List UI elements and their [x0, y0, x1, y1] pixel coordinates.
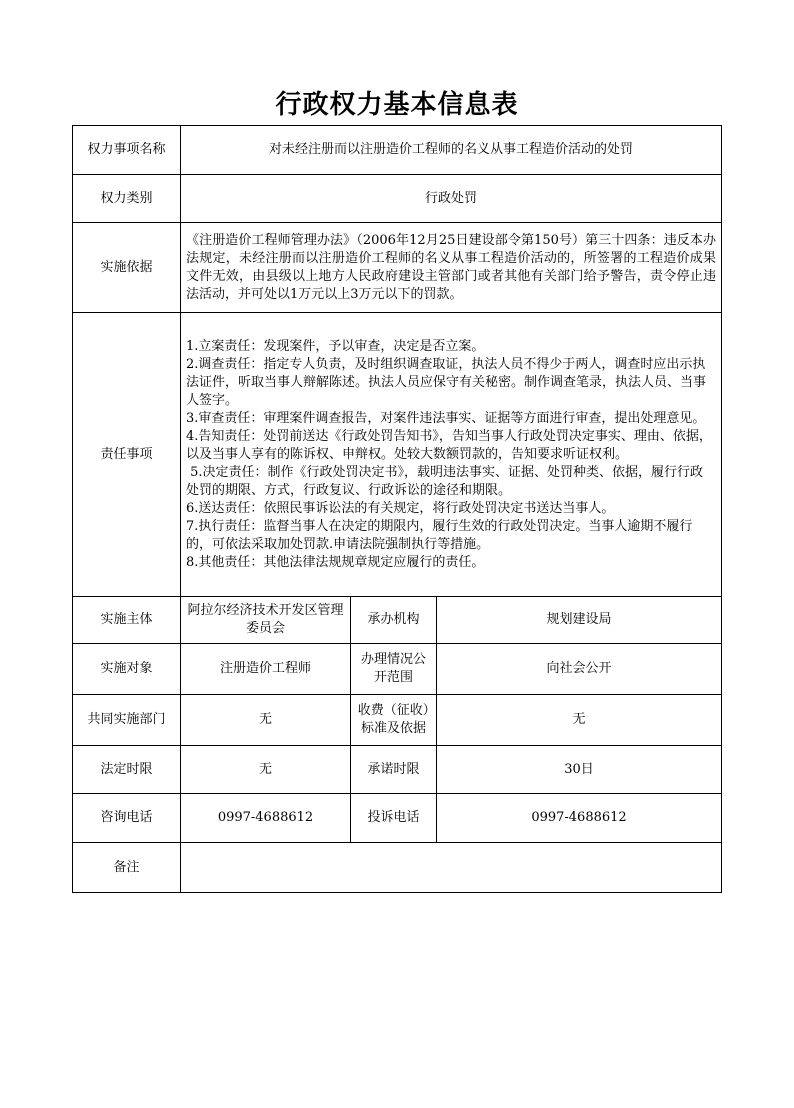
- power-name-label: 权力事项名称: [73, 126, 181, 175]
- info-table: [72, 125, 722, 893]
- basis-value: 《注册造价工程师管理办法》（2006年12月25日建设部令第150号）第三十四条：违反本办法规定，未经注册而以注册造价工程师的名义从事工程造价活动的，所签署的工程造价成果文件无效，由县级以上地方人民政府建设主管部门或者其他有关部门给予警告，责令停止违法活动，并可处以1万元以上3万元以下的罚款。: [181, 223, 722, 313]
- joint-value: 无: [181, 695, 351, 746]
- target-value: 注册造价工程师: [181, 644, 351, 695]
- complaint-phone-value: 0997-4688612: [437, 794, 722, 843]
- legal-time-label: 法定时限: [73, 746, 181, 794]
- fee-label: 收费（征收）标准及依据: [351, 695, 437, 746]
- remark-label: 备注: [73, 843, 181, 893]
- row-phone: [73, 794, 722, 843]
- consult-phone-label: 咨询电话: [73, 794, 181, 843]
- power-type-value: 行政处罚: [181, 175, 722, 223]
- fee-value: 无: [437, 695, 722, 746]
- power-type-label: 权力类别: [73, 175, 181, 223]
- responsibility-item: 3.审查责任：审理案件调查报告，对案件违法事实、证据等方面进行审查，提出处理意见。: [186, 410, 706, 426]
- responsibility-item: 2.调查责任：指定专人负责，及时组织调查取证，执法人员不得少于两人，调查时应出示执法证件，听取当事人辩解陈述。执法人员应保守有关秘密。制作调查笔录，执法人员、当事人签字。: [186, 356, 707, 408]
- disclosure-label: 办理情况公开范围: [351, 644, 437, 695]
- responsibility-item: 6.送达责任：依照民事诉讼法的有关规定，将行政处罚决定书送达当事人。: [186, 500, 615, 516]
- row-joint: [73, 695, 722, 746]
- row-remark: [73, 843, 722, 893]
- agency-label: 承办机构: [351, 597, 437, 644]
- disclosure-value: 向社会公开: [437, 644, 722, 695]
- row-target: [73, 644, 722, 695]
- consult-phone-value: 0997-4688612: [181, 794, 351, 843]
- row-subject: [73, 597, 722, 644]
- complaint-phone-label: 投诉电话: [351, 794, 437, 843]
- power-name-value: 对未经注册而以注册造价工程师的名义从事工程造价活动的处罚: [181, 126, 722, 175]
- promise-time-label: 承诺时限: [351, 746, 437, 794]
- joint-label: 共同实施部门: [73, 695, 181, 746]
- promise-time-value: 30日: [437, 746, 722, 794]
- responsibility-item: 5.决定责任：制作《行政处罚决定书》，载明违法事实、证据、处罚种类、依据，履行行政处罚的期限、方式，行政复议、行政诉讼的途径和期限。: [186, 464, 704, 498]
- target-label: 实施对象: [73, 644, 181, 695]
- remark-value: [181, 843, 722, 893]
- responsibility-item: 4.告知责任：处罚前送达《行政处罚告知书》，告知当事人行政处罚决定事实、理由、依据，以及当事人享有的陈诉权、申辩权。处较大数额罚款的，告知要求听证权利。: [186, 428, 712, 462]
- responsibility-item: 8.其他责任：其他法律法规规章规定应履行的责任。: [186, 554, 485, 570]
- row-power-type: [73, 175, 722, 223]
- legal-time-value: 无: [181, 746, 351, 794]
- row-power-name: [73, 126, 722, 175]
- page-title: 行政权力基本信息表: [275, 90, 519, 120]
- row-basis: [73, 223, 722, 313]
- responsibility-label: 责任事项: [73, 313, 181, 597]
- responsibility-item: 7.执行责任：监督当事人在决定的期限内，履行生效的行政处罚决定。当事人逾期不履行的，可依法采取加处罚款.申请法院强制执行等措施。: [186, 518, 693, 552]
- subject-value: 阿拉尔经济技术开发区管理委员会: [181, 597, 351, 644]
- agency-value: 规划建设局: [437, 597, 722, 644]
- subject-label: 实施主体: [73, 597, 181, 644]
- responsibility-list: [181, 313, 722, 597]
- responsibility-item: 1.立案责任：发现案件，予以审查，决定是否立案。: [186, 338, 485, 354]
- basis-label: 实施依据: [73, 223, 181, 313]
- row-time-limit: [73, 746, 722, 794]
- row-responsibility: [73, 313, 722, 597]
